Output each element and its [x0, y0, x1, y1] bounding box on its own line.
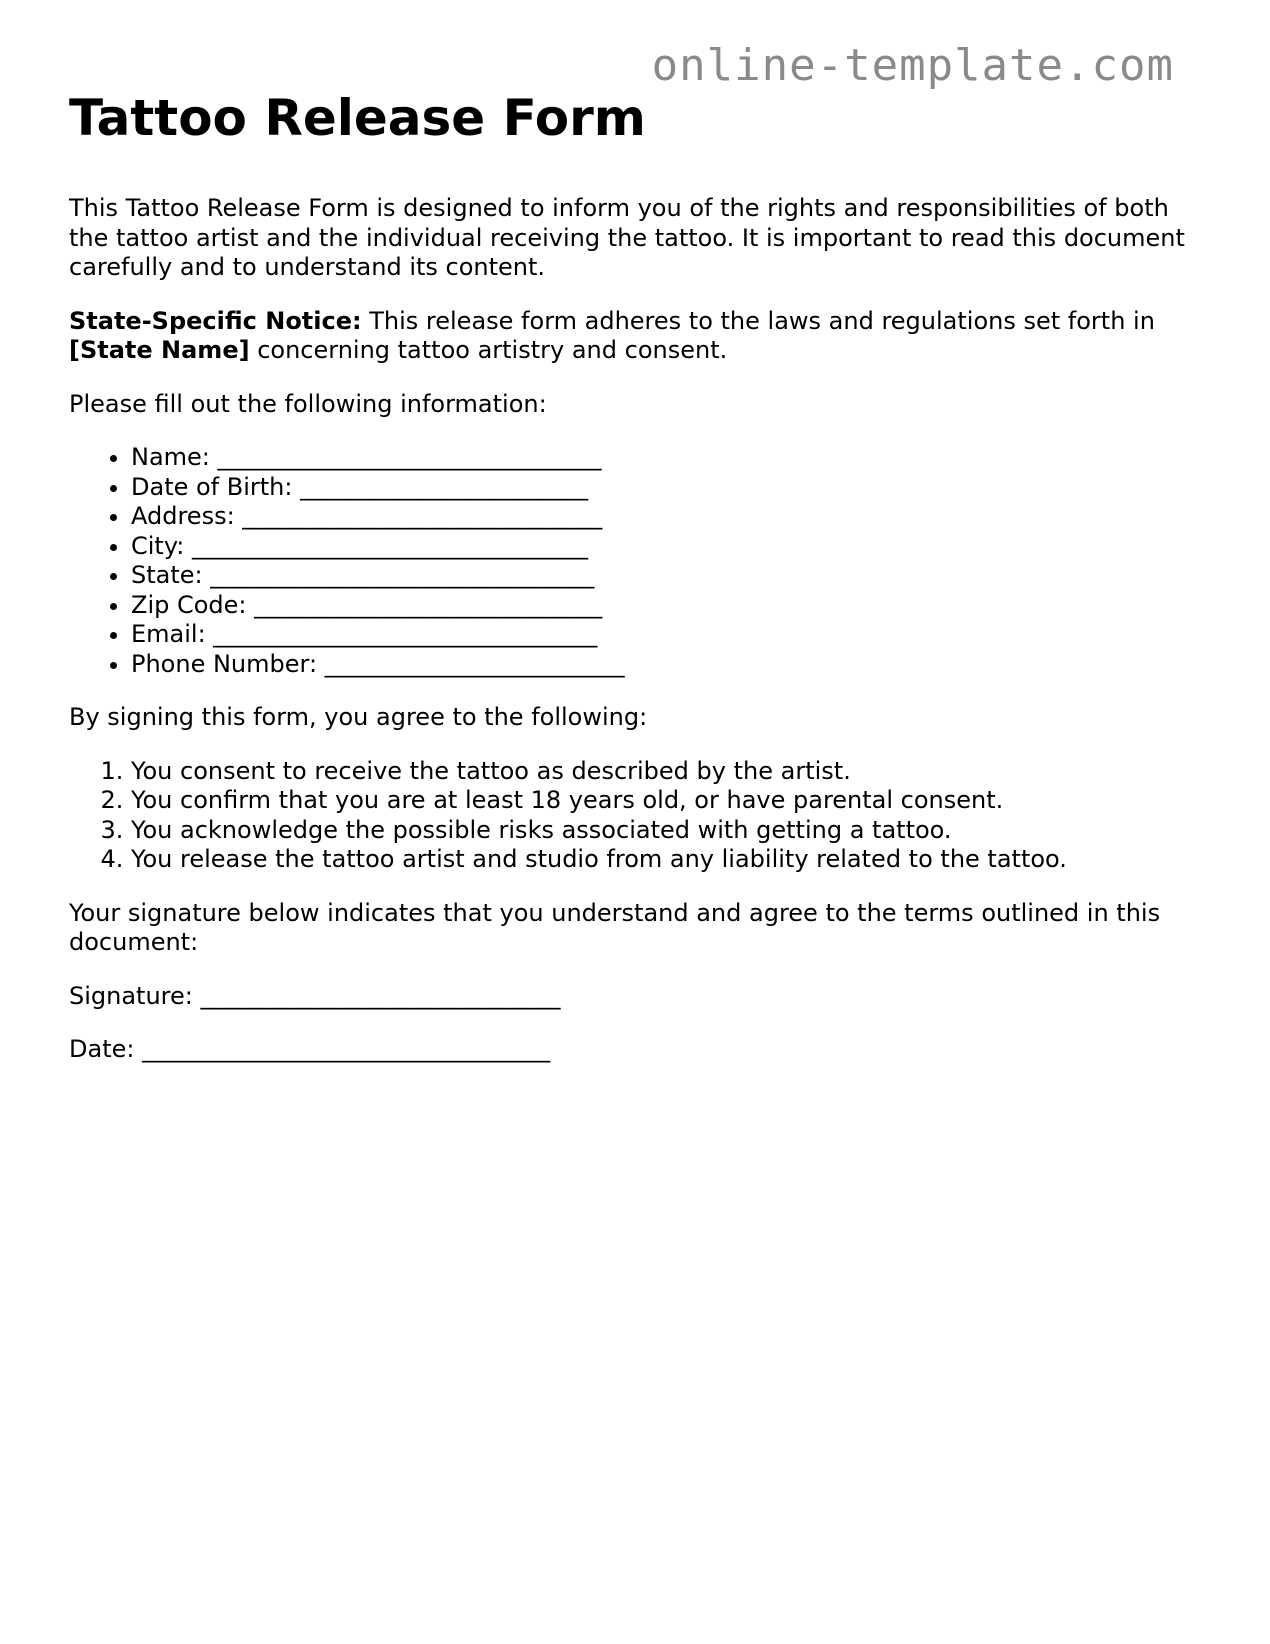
- notice-text-after: concerning tattoo artistry and consent.: [249, 336, 728, 364]
- signature-line: Signature: ______________________________: [69, 981, 561, 1010]
- term-age: 2. You confirm that you are at least 18 years old, or have parental consent.: [131, 786, 1199, 816]
- field-email: • Email: ________________________________: [131, 620, 1199, 650]
- intro-paragraph: This Tattoo Release Form is designed to inform you of the rights and responsibilities of both the tattoo artist and the individual receiving the tattoo. It is important to read this document carefully and to understand its content.: [69, 194, 1185, 281]
- field-address: • Address: ______________________________: [131, 502, 1199, 532]
- info-field-list: [69, 443, 1199, 679]
- term-consent: 1. You consent to receive the tattoo as described by the artist.: [131, 757, 1199, 787]
- field-phone-number: • Phone Number: _________________________: [131, 650, 1199, 680]
- date-line: Date: __________________________________: [69, 1035, 551, 1063]
- state-name-placeholder: [State Name]: [69, 336, 250, 364]
- notice-text-before: This release form adheres to the laws and regulations set forth in: [361, 306, 1155, 335]
- field-date-of-birth: • Date of Birth: ________________________: [131, 473, 1199, 503]
- agree-intro: By signing this form, you agree to the following:: [69, 703, 648, 731]
- state-notice: [69, 307, 1199, 366]
- field-city: • City: _________________________________: [131, 532, 1199, 562]
- fill-intro: Please fill out the following information:: [69, 389, 547, 418]
- terms-list: [69, 757, 1199, 875]
- field-state: • State: ________________________________: [131, 561, 1199, 591]
- term-risks: 3. You acknowledge the possible risks associated with getting a tattoo.: [131, 816, 1199, 846]
- field-name: • Name: ________________________________: [131, 443, 1199, 473]
- document-page: [69, 86, 1199, 1065]
- signature-intro: Your signature below indicates that you understand and agree to the terms outlined in this document:: [69, 898, 1161, 956]
- field-zip-code: • Zip Code: _____________________________: [131, 591, 1199, 621]
- watermark: online-template.com: [651, 40, 1174, 91]
- term-liability: 4. You release the tattoo artist and studio from any liability related to the tattoo.: [131, 845, 1199, 875]
- page-title: Tattoo Release Form: [69, 89, 646, 147]
- notice-label: State-Specific Notice:: [69, 306, 362, 335]
